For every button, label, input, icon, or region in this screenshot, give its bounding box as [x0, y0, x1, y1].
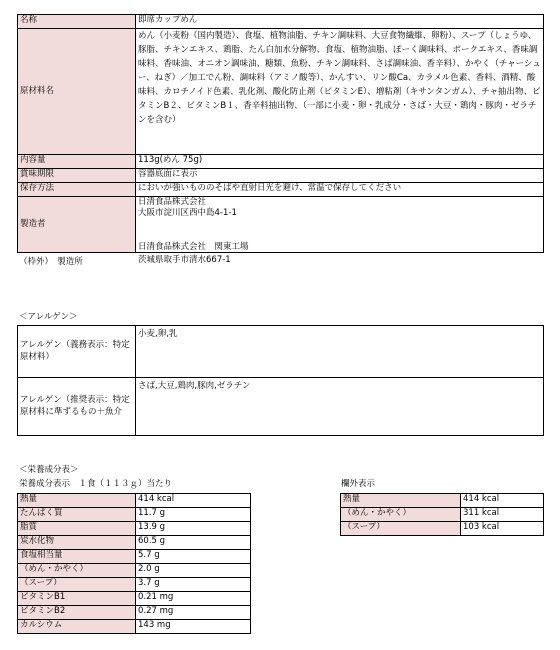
allergen-mandatory-label: アレルゲン（義務表示：特定原材料）	[18, 326, 136, 378]
nutrition-row	[18, 550, 251, 564]
nutrition-row-label: カルシウム	[18, 620, 136, 634]
storage-row	[18, 183, 544, 197]
outside-row	[341, 522, 544, 536]
outside-row	[341, 508, 544, 522]
name-value: 即席カップめん	[136, 15, 544, 29]
nutrition-row	[18, 564, 251, 578]
nutrition-section-title: ＜栄養成分表＞	[19, 465, 79, 475]
nutrition-row	[18, 494, 251, 508]
content-value: 113g(めん 75g)	[136, 155, 544, 169]
outside-row-value: 103 kcal	[461, 522, 544, 536]
outside-table	[340, 493, 544, 536]
allergen-mandatory-value: 小麦,卵,乳	[136, 326, 544, 378]
outside-row-label: （スープ）	[341, 522, 461, 536]
manufacturer-row	[18, 197, 544, 253]
plant-address: 茨城県取手市清水667-1	[138, 255, 231, 265]
nutrition-row	[18, 620, 251, 634]
content-label: 内容量	[18, 155, 136, 169]
expiry-label: 賞味期限	[18, 169, 136, 183]
nutrition-row-value: 414 kcal	[136, 494, 251, 508]
nutrition-row-value: 143 mg	[136, 620, 251, 634]
nutrition-row-label: ビタミンB2	[18, 606, 136, 620]
nutrition-caption: 栄養成分表示 １食（１１３ｇ）当たり	[19, 479, 173, 489]
outside-row-label: 熱量	[341, 494, 461, 508]
outside-row	[341, 494, 544, 508]
manufacturer-name: 日清食品株式会社	[138, 197, 207, 207]
nutrition-row-value: 0.21 mg	[136, 592, 251, 606]
ingredients-value: めん（小麦粉（国内製造）、食塩、植物油脂、チキン調味料、大豆食物繊維、卵粉）、スープ（しょうゆ、豚脂、チキンエキス、鶏脂、たん白加水分解物、食塩、植物油脂、ぽーく調味料、ポークエキス、香味調味料、香味油、オニオン調味油、糖類、魚粉、チキン調味料、さば調味油、香辛料）、かやく（チャーシュー、ねぎ）／加工でん粉、調味料（アミノ酸等）、かんすい、リン酸Ca、カラメル色素、香料、酒精、酸味料、カロチノイド色素、乳化剤、酸化防止剤（ビタミンE）、増粘剤（キサンタンガム）、チャ抽出物、ビタミンB２、ビタミンB１、香辛料抽出物、（一部に小麦・卵・乳成分・さば・大豆・鶏肉・豚肉・ゼラチンを含む）	[136, 29, 544, 155]
ingredients-label: 原材料名	[18, 29, 136, 155]
nutrition-row-label: ビタミンB1	[18, 592, 136, 606]
nutrition-row-value: 0.27 mg	[136, 606, 251, 620]
nutrition-row-value: 2.0 g	[136, 564, 251, 578]
nutrition-row	[18, 536, 251, 550]
content-row	[18, 155, 544, 169]
outside-section-title: 欄外表示	[341, 479, 376, 489]
nutrition-row	[18, 508, 251, 522]
outside-row-value: 311 kcal	[461, 508, 544, 522]
product-info-table	[17, 14, 544, 253]
allergen-mandatory-row	[18, 326, 544, 378]
nutrition-row	[18, 522, 251, 536]
nutrition-row	[18, 592, 251, 606]
manufacturer-label: 製造者	[18, 197, 136, 253]
plant-name: 日清食品株式会社 関東工場	[138, 242, 249, 252]
outside-row-label: （めん・かやく）	[341, 508, 461, 522]
expiry-value: 容器底面に表示	[136, 169, 544, 183]
nutrition-row-label: 炭水化物	[18, 536, 136, 550]
nutrition-row-label: （めん・かやく）	[18, 564, 136, 578]
nutrition-row-label: 脂質	[18, 522, 136, 536]
nutrition-row-label: 食塩相当量	[18, 550, 136, 564]
allergen-recommended-label: アレルゲン（推奨表示：特定原材料に準ずるもの＋魚介	[18, 378, 136, 436]
nutrition-row	[18, 606, 251, 620]
storage-value: においが強いもののそばや直射日光を避け、常温で保存してください	[136, 183, 544, 197]
nutrition-row-value: 11.7 g	[136, 508, 251, 522]
nutrition-table	[17, 493, 251, 634]
nutrition-row-label: 熱量	[18, 494, 136, 508]
manufacturer-address: 大阪市淀川区西中島4-1-1	[138, 208, 237, 219]
nutrition-row	[18, 578, 251, 592]
allergen-recommended-row	[18, 378, 544, 436]
nutrition-row-value: 5.7 g	[136, 550, 251, 564]
nutrition-row-label: たんぱく質	[18, 508, 136, 522]
nutrition-row-value: 3.7 g	[136, 578, 251, 592]
allergen-recommended-value: さば,大豆,鶏肉,豚肉,ゼラチン	[136, 378, 544, 436]
allergen-section-title: ＜アレルゲン＞	[19, 312, 78, 322]
outside-row-value: 414 kcal	[461, 494, 544, 508]
nutrition-row-label: （スープ）	[18, 578, 136, 592]
nutrition-row-value: 13.9 g	[136, 522, 251, 536]
plant-block	[138, 242, 249, 268]
name-label: 名称	[18, 15, 136, 29]
name-row	[18, 15, 544, 29]
ingredients-row	[18, 29, 544, 155]
storage-label: 保存方法	[18, 183, 136, 197]
expiry-row	[18, 169, 544, 183]
allergen-table	[17, 325, 544, 436]
plant-label: （枠外） 製造所	[19, 257, 83, 267]
nutrition-row-value: 60.5 g	[136, 536, 251, 550]
